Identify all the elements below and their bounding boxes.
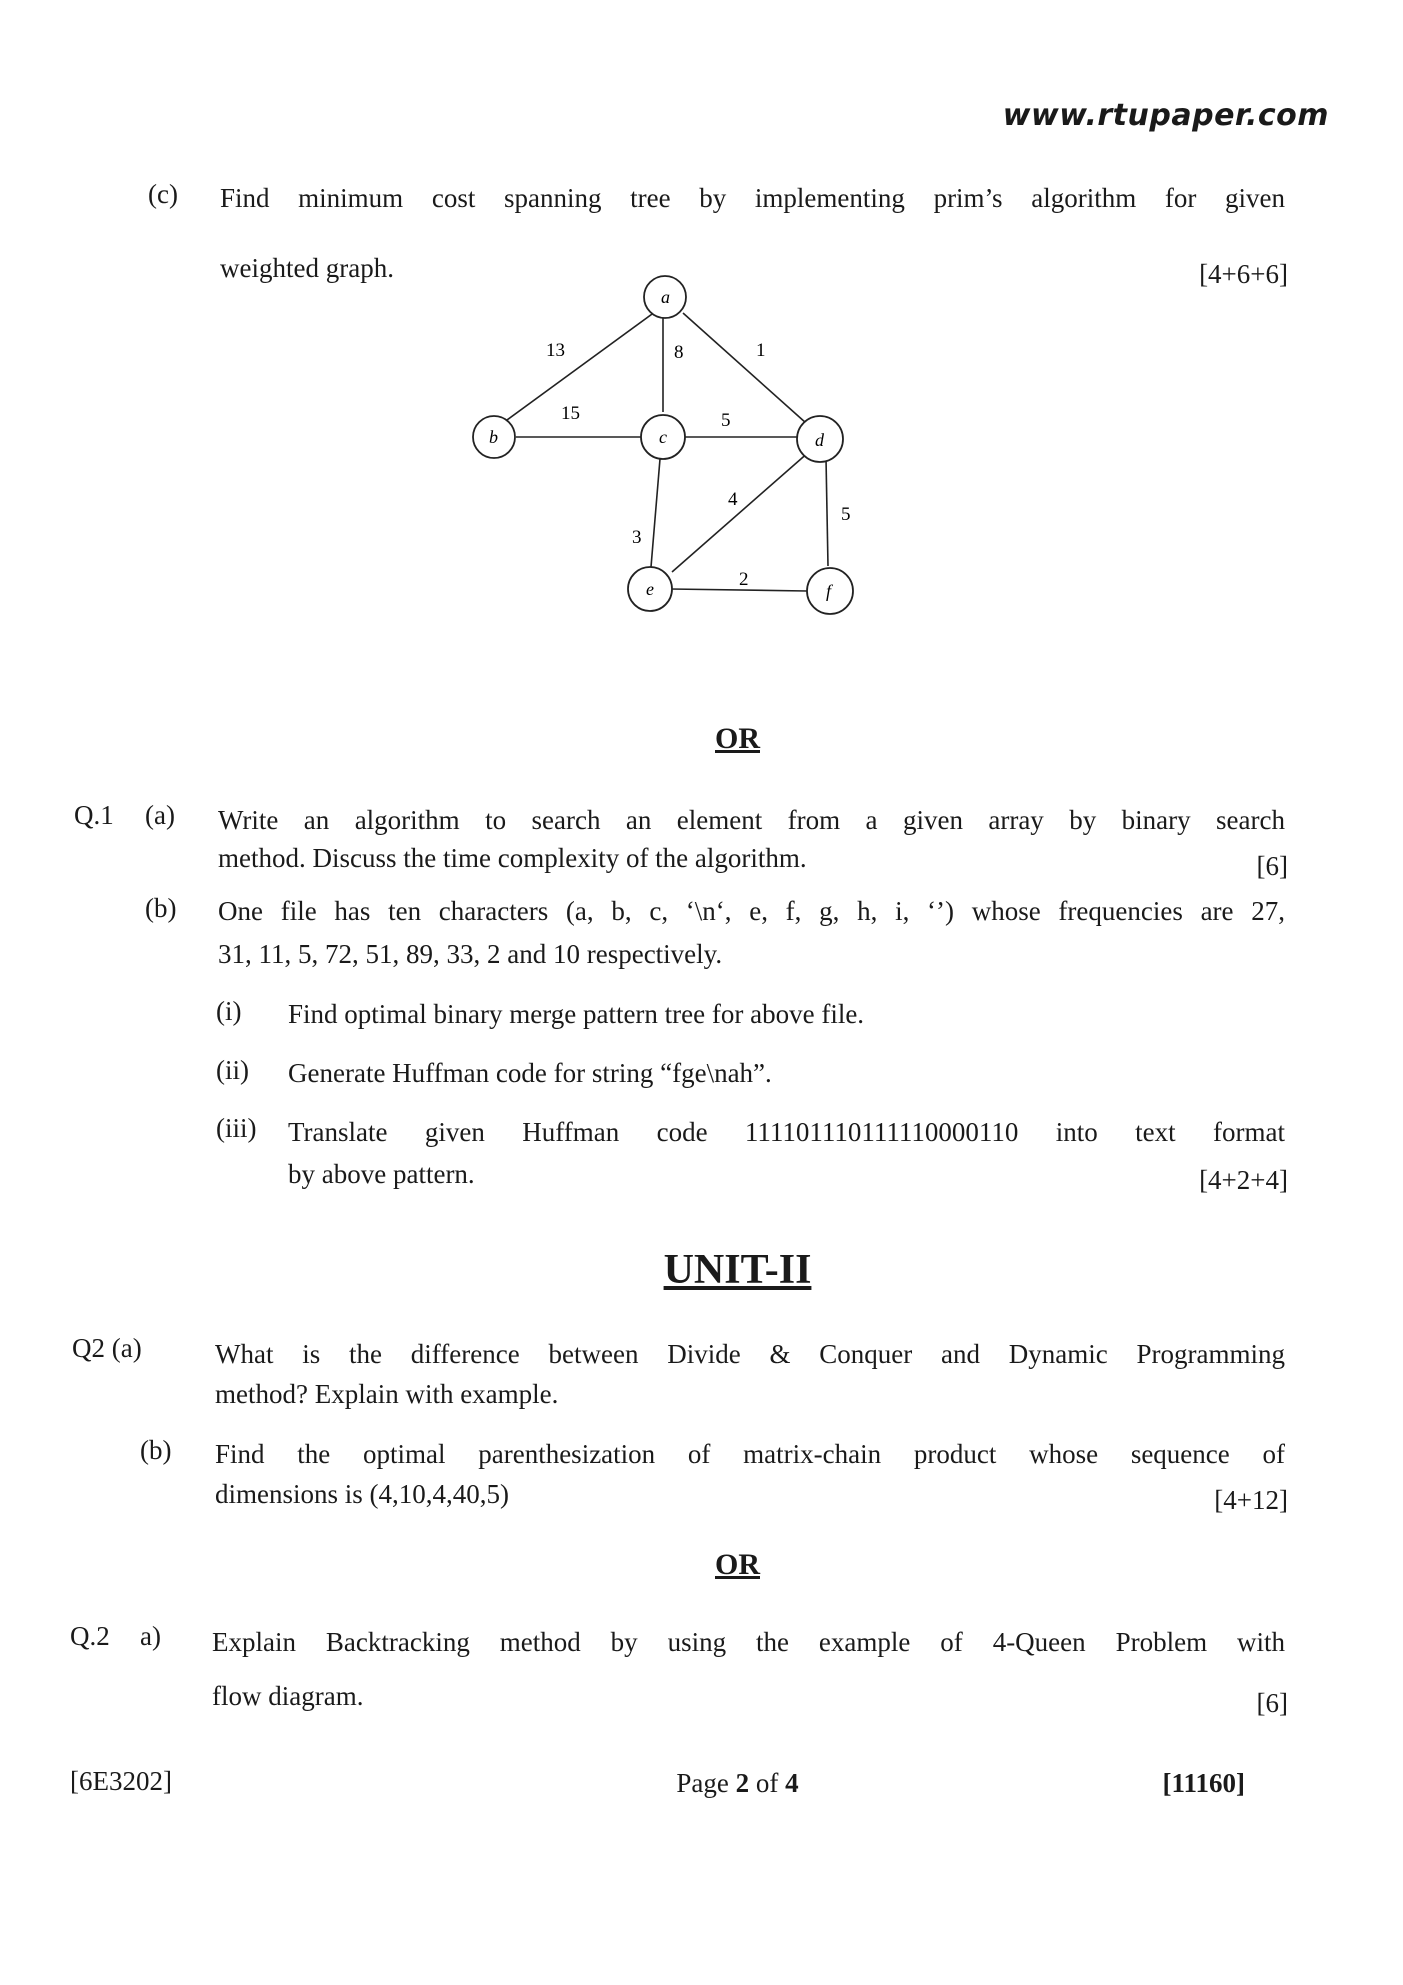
q2b-line2: dimensions is (4,10,4,40,5) [215,1479,509,1509]
q1c-marks: [4+6+6] [1199,259,1288,289]
edge-d-f [826,458,828,566]
weighted-graph [440,260,900,630]
q1b-line1: One file has ten characters (a, b, c, ‘\n‘, e, f, g, h, i, ‘’) whose frequencies are 27, [218,896,1285,926]
weight-a-c: 8 [674,342,684,363]
edge-d-e [672,451,810,572]
q1b-i-label: (i) [216,996,242,1026]
q1c-label: (c) [148,179,178,209]
edge-a-d [683,313,806,423]
unit-2-heading: UNIT-II [663,1247,812,1293]
q1b-label: (b) [145,893,177,923]
footer-page-total: 4 [785,1768,799,1798]
q1b-marks: [4+2+4] [1199,1165,1288,1195]
q1a-label: (a) [145,800,175,830]
q1b-i-text: Find optimal binary merge pattern tree for above file. [288,999,865,1029]
q2a-line1: What is the difference between Divide & Conquer and Dynamic Programming [215,1339,1285,1369]
footer-code: [6E3202] [70,1766,172,1796]
weight-c-d: 5 [721,410,731,431]
node-d-label: d [815,430,824,450]
footer-page-mid: of [749,1768,786,1798]
edge-c-e [651,459,660,567]
footer-page-current: 2 [735,1768,750,1798]
q2alt-line2: flow diagram. [212,1681,364,1711]
q2alt-a-label: a) [140,1621,161,1651]
node-a-label: a [661,287,670,307]
weight-d-e: 4 [728,489,738,510]
q1a-line1: Write an algorithm to search an element from a given array by binary search [218,805,1285,835]
q1b-iii-label: (iii) [216,1113,257,1143]
q1a-line2: method. Discuss the time complexity of the algorithm. [218,843,807,873]
weight-d-f: 5 [841,504,851,525]
q2a-line2: method? Explain with example. [215,1379,559,1409]
q2-marks: [4+12] [1214,1485,1288,1515]
q2b-line1: Find the optimal parenthesization of matrix-chain product whose sequence of [215,1439,1285,1469]
weight-e-f: 2 [739,569,749,590]
website-watermark: www.rtupaper.com [1002,98,1329,133]
q2alt-number: Q.2 [70,1621,110,1651]
q1b-ii-text: Generate Huffman code for string “fge\nah”. [288,1058,772,1088]
footer-page-prefix: Page [676,1768,736,1798]
q1-number: Q.1 [74,800,114,830]
node-e-label: e [646,579,654,599]
node-c-label: c [659,427,667,447]
q2alt-line1: Explain Backtracking method by using the example of 4-Queen Problem with [212,1627,1285,1657]
footer-paper-id: [11160] [1162,1768,1245,1798]
or-separator-2: OR [715,1548,760,1581]
weight-c-e: 3 [632,527,642,548]
weight-b-c: 15 [561,403,580,424]
or-separator-1: OR [715,722,760,755]
q1b-iii-line2: by above pattern. [288,1159,475,1189]
q1a-marks: [6] [1256,851,1288,881]
node-b-label: b [489,427,498,447]
node-f-label: f [826,581,832,601]
q2-number: Q2 (a) [72,1333,142,1363]
q1c-line2: weighted graph. [220,253,394,283]
edge-a-b [496,298,674,428]
q1b-iii-line1: Translate given Huffman code 111101110111110000110 into text format [288,1117,1285,1147]
q2alt-marks: [6] [1256,1688,1288,1718]
weight-a-d: 1 [756,340,766,361]
q1c-line1: Find minimum cost spanning tree by implementing prim’s algorithm for given [220,183,1285,213]
weight-a-b: 13 [546,340,565,361]
q1b-line2: 31, 11, 5, 72, 51, 89, 33, 2 and 10 respectively. [218,939,723,969]
q1b-ii-label: (ii) [216,1055,249,1085]
q2b-label: (b) [140,1435,172,1465]
